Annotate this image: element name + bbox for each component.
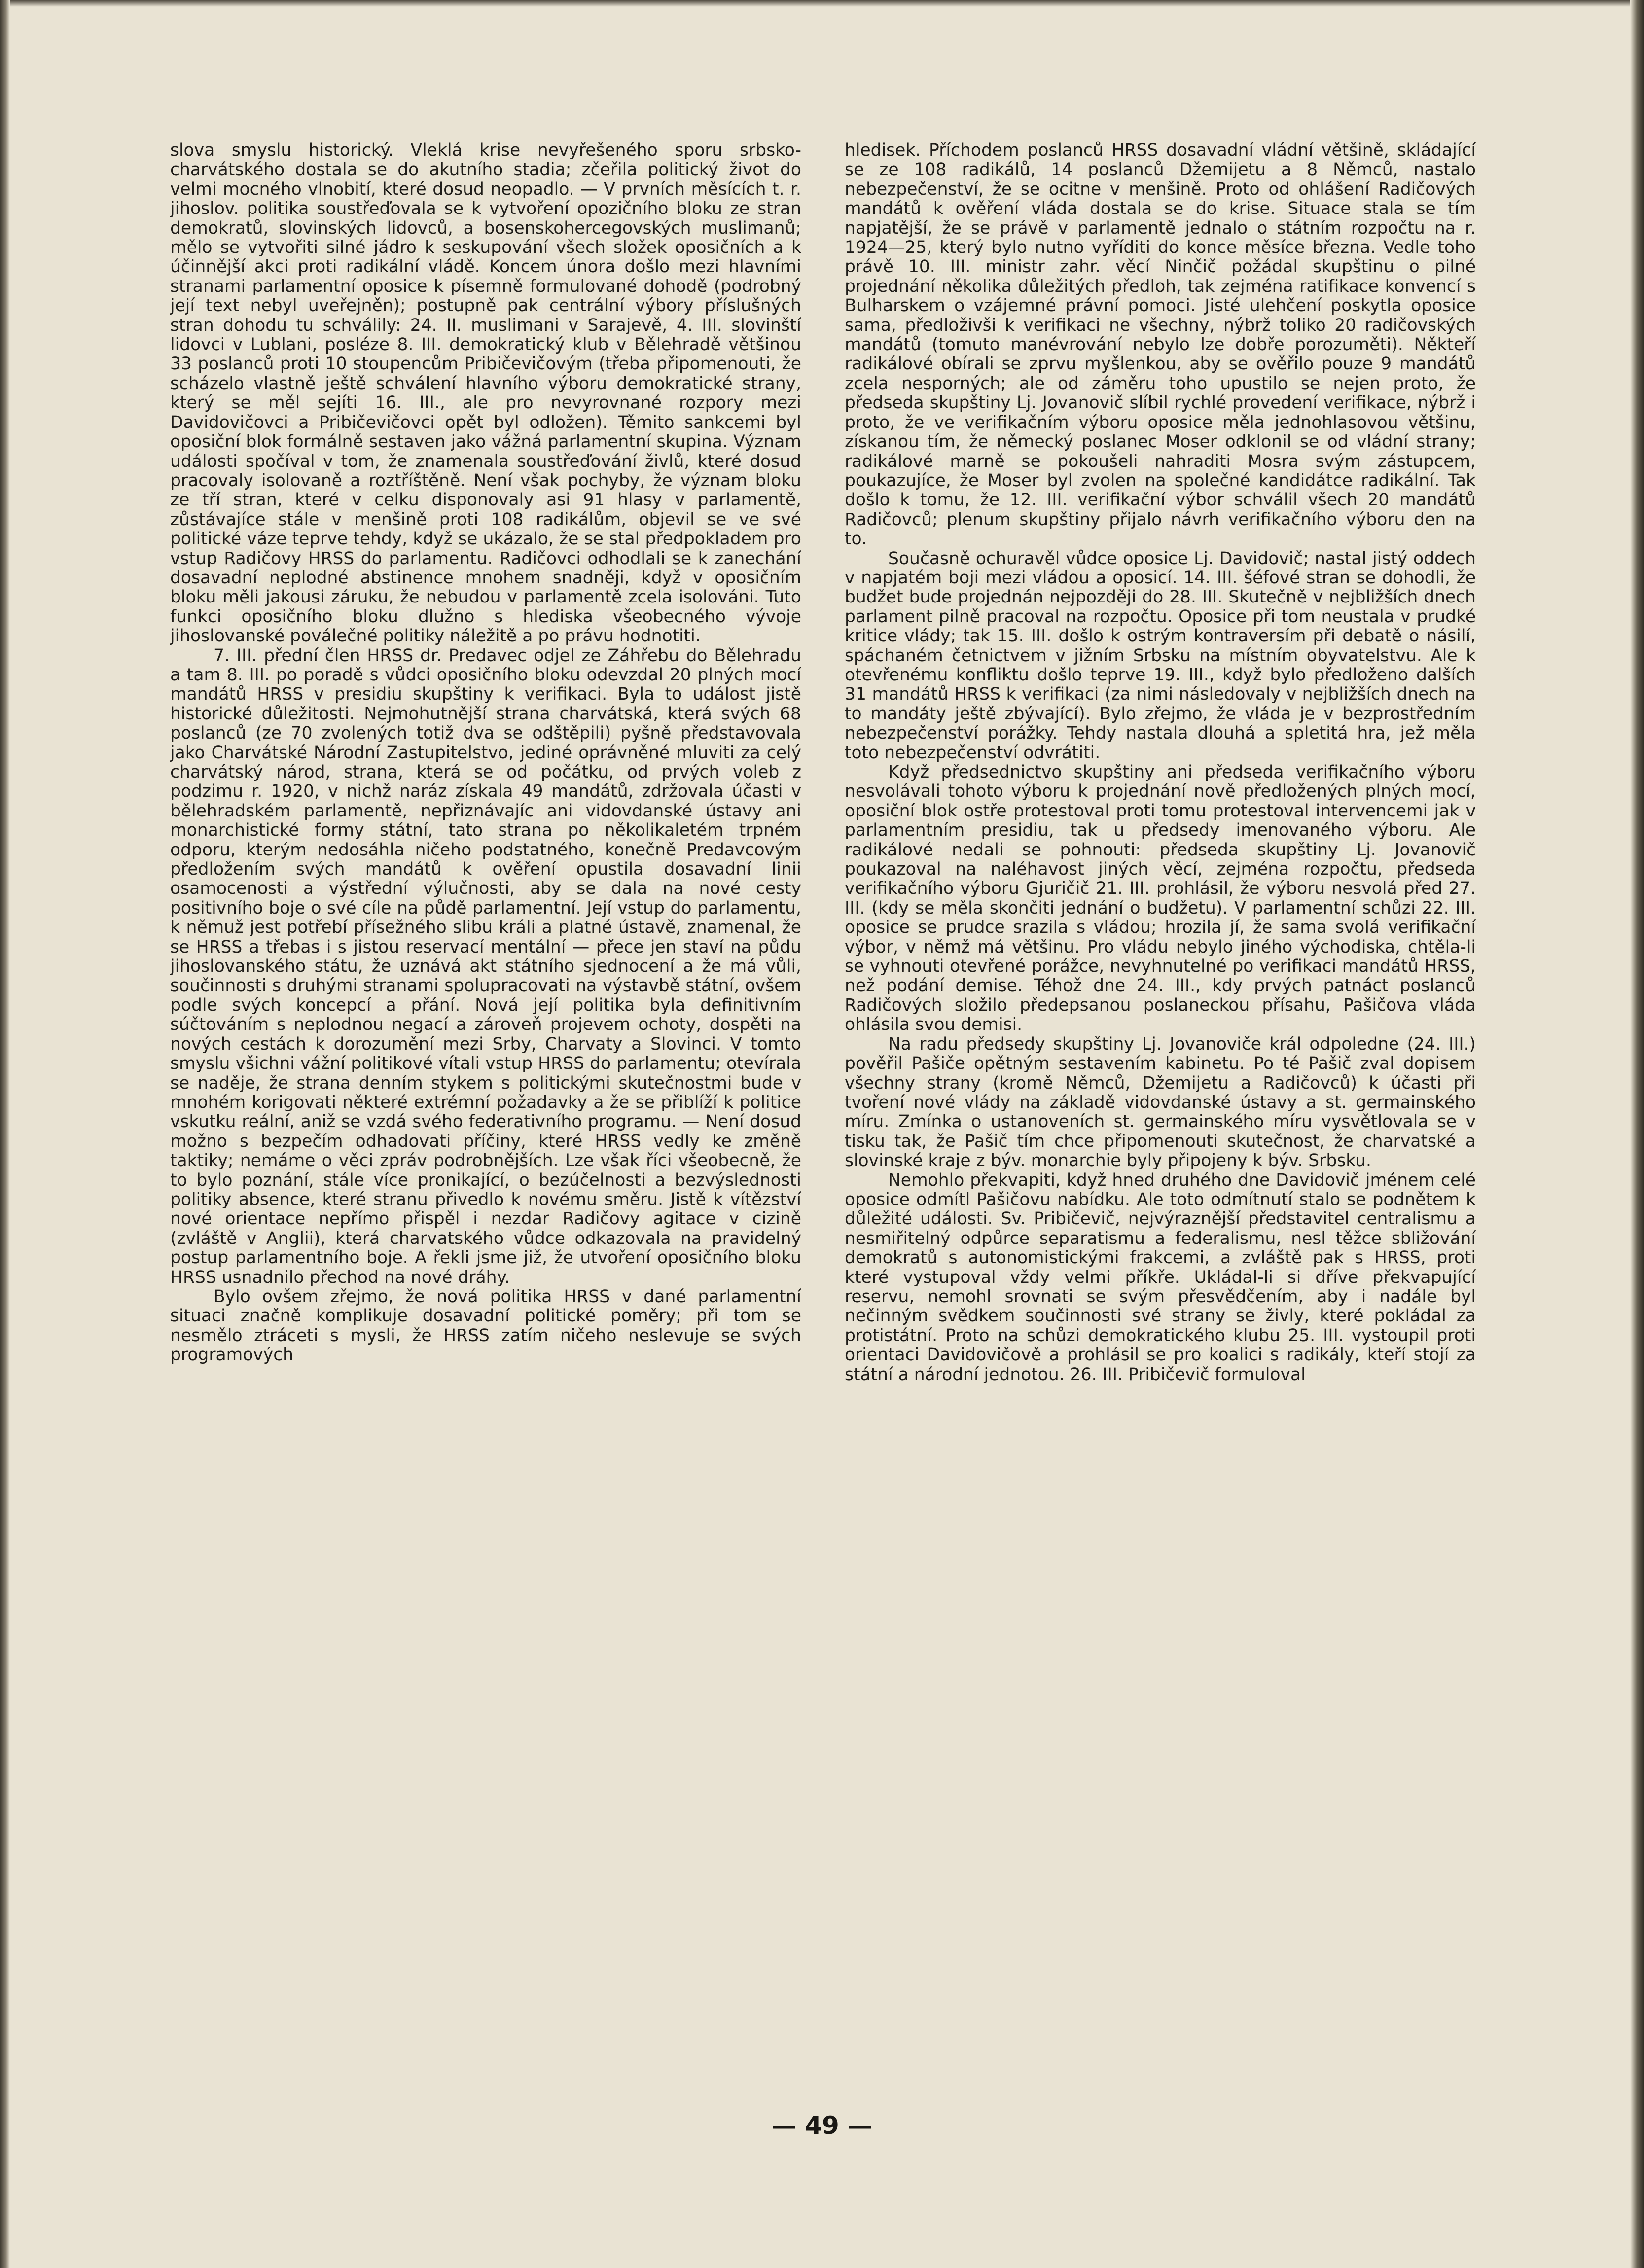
- paragraph: 7. III. přední člen HRSS dr. Predavec odjel ze Záhřebu do Bělehradu a tam 8. III. po poradě s vůdci oposičního bloku odevzdal 20 plných mocí mandátů HRSS v presidiu skupštiny k verifikaci. Byla to událost jistě historické důležitosti. Nejmohutnější strana charvátská, která svých 68 poslanců (ze 70 zvolených totiž dva se odštěpili) pyšně představovala jako Charvátské Národní Zastupitelstvo, jediné oprávněné mluviti za celý charvátský národ, strana, která se od počátku, od prvých voleb z podzimu r. 1920, v nichž naráz získala 49 mandátů, zdržovala účasti v bělehradském parlamentě, nepřiznávajíc ani vidovdanské ústavy ani monarchistické formy státní, tato strana po několikaletém trpném odporu, kterým nedosáhla ničeho podstatného, konečně Predavcovým předložením svých mandátů k ověření opustila dosavadní linii osamocenosti a výstřední výlučnosti, aby se dala na nové cesty positivního boje o své cíle na půdě parlamentní. Její vstup do parlamentu, k němuž jest potřebí přísežného slibu králi a platné ústavě, znamenal, že se HRSS a třebas i s jistou reservací mentální — přece jen staví na půdu jihoslovanského státu, že uznává akt státního sjednocení a že má vůli, součinnosti s druhými stranami spolupracovati na výstavbě státní, ovšem podle svých koncepcí a přání. Nová její politika byla definitivním súčtováním s neplodnou negací a zároveň projevem ochoty, dospěti na nových cestách k dorozumění mezi Srby, Charvaty a Slovinci. V tomto smyslu všichni vážní politikové vítali vstup HRSS do parlamentu; otevírala se naděje, že strana denním stykem s politickými skutečnostmi bude v mnohém korigovati některé extrémní požadavky a že se přiblíží k politice vskutku reální, aniž se vzdá svého federativního programu. — Není dosud možno s bezpečím odhadovati příčiny, které HRSS vedly ke změně taktiky; nemáme o věci zpráv podrobnějších. Lze však říci všeobecně, že to bylo poznání, stále více pronikající, o bezúčelnosti a bezvýslednosti politiky absence, které stranu přivedlo k novému směru. Jistě k vítězství nové orientace nepřímo přispěl i nezdar Radičovy agitace v cizině (zvláště v Anglii), která charvatského vůdce odkazovala na pravidelný postup parlamentního boje. A řekli jsme již, že utvoření oposičního bloku HRSS usnadnilo přechod na nové dráhy.: [170, 645, 801, 1287]
- paragraph: Nemohlo překvapiti, když hned druhého dne Davidovič jménem celé oposice odmítl Pašičovu nabídku. Ale toto odmítnutí stalo se podnětem k důležité události. Sv. Pribičevič, nejvýraznější představitel centralismu a nesmiřitelný odpůrce separatismu a federalismu, nesl těžce sbližování demokratů s autonomistickými frakcemi, a zvláště pak s HRSS, proti které vystupoval vždy velmi příkře. Ukládal-li si dříve překvapující reservu, nemohl srovnati se svým přesvědčením, aby i nadále byl nečinným svědkem součinnosti své strany se živly, které pokládal za protistátní. Proto na schůzi demokratického klubu 25. III. vystoupil proti orientaci Davidovičově a prohlásil se pro koalici s radikály, kteří stojí za státní a národní jednotou. 26. III. Pribičevič formuloval: [845, 1170, 1476, 1384]
- paragraph: hledisek. Příchodem poslanců HRSS dosavadní vládní většině, skládající se ze 108 radikálů, 14 poslanců Džemijetu a 8 Němců, nastalo nebezpečenství, že se ocitne v menšině. Proto od ohlášení Radičových mandátů k ověření vláda dostala se do krise. Situace stala se tím napjatější, že se právě v parlamentě jednalo o státním rozpočtu na r. 1924—25, který bylo nutno vyříditi do konce měsíce března. Vedle toho právě 10. III. ministr zahr. věcí Ninčič požádal skupštinu o pilné projednání několika důležitých předloh, tak zejména ratifikace konvencí s Bulharskem o vzájemné právní pomoci. Jisté ulehčení poskytla oposice sama, předloživši k verifikaci ne všechny, nýbrž toliko 20 radičovských mandátů (tomuto manévrování nebylo lze dobře porozuměti). Někteří radikálové obírali se zprvu myšlenkou, aby se ověřilo pouze 9 mandátů zcela nesporných; ale od záměru toho upustilo se nejen proto, že předseda skupštiny Lj. Jovanovič slíbil rychlé provedení verifikace, nýbrž i proto, že ve verifikačním výboru oposice měla jednohlasovou většinu, získanou tím, že německý poslanec Moser odklonil se od vládní strany; radikálové marně se pokoušeli nahraditi Mosra svým zástupcem, poukazujíce, že Moser byl zvolen na společné kandidátce radikální. Tak došlo k tomu, že 12. III. verifikační výbor schválil všech 20 mandátů Radičovců; plenum skupštiny přijalo návrh verifikačního výboru den na to.: [845, 141, 1476, 549]
- paragraph: Na radu předsedy skupštiny Lj. Jovanoviče král odpoledne (24. III.) pověřil Pašiče opětným sestavením kabinetu. Po té Pašič zval dopisem všechny strany (kromě Němců, Džemijetu a Radičovců) k účasti při tvoření nové vlády na základě vidovdanské ústavy a st. germainského míru. Zmínka o ustanoveních st. germainského míru vysvětlovala se v tisku tak, že Pašič tím chce připomenouti skutečnost, že charvatské a slovinské kraje z býv. monarchie byly připojeny k býv. Srbsku.: [845, 1034, 1476, 1171]
- page-number: — 49 —: [771, 2111, 873, 2140]
- right-text-column: [845, 141, 1476, 2086]
- scan-edge-left: [0, 0, 10, 2268]
- scan-edge-top: [0, 0, 1644, 7]
- left-text-column: [170, 141, 801, 2086]
- paragraph: Současně ochuravěl vůdce oposice Lj. Davidovič; nastal jistý oddech v napjatém boji mezi vládou a oposicí. 14. III. šéfové stran se dohodli, že budžet bude projednán nejpozději do 28. III. Skutečně v nejbližších dnech parlament pilně pracoval na rozpočtu. Oposice při tom neustala v prudké kritice vlády; tak 15. III. došlo k ostrým kontraversím při debatě o násilí, spáchaném četnictvem v jižním Srbsku na místním obyvatelstvu. Ale k otevřenému konfliktu došlo teprve 19. III., když bylo předloženo dalších 31 mandátů HRSS k verifikaci (za nimi následovaly v nejbližších dnech na to mandáty ještě zbývající). Bylo zřejmo, že vláda je v bezprostředním nebezpečenství porážky. Tehdy nastala dlouhá a spletitá hra, jež měla toto nebezpečenství odvrátiti.: [845, 548, 1476, 763]
- paragraph: slova smyslu historický. Vleklá krise nevyřešeného sporu srbsko-charvátského dostala se do akutního stadia; zčeřila politický život do velmi mocného vlnobití, které dosud neopadlo. — V prvních měsících t. r. jihoslov. politika soustřeďovala se k vytvoření opozičního bloku ze stran demokratů, slovinských lidovců, a bosenskohercegovských muslimanů; mělo se vytvořiti silné jádro k seskupování všech složek oposičních a k účinnější akci proti radikální vládě. Koncem února došlo mezi hlavními stranami parlamentní oposice k písemně formulované dohodě (podrobný její text nebyl uveřejněn); postupně pak centrální výbory příslušných stran dohodu tu schválily: 24. II. muslimani v Sarajevě, 4. III. slovinští lidovci v Lublani, posléze 8. III. demokratický klub v Bělehradě většinou 33 poslanců proti 10 stoupencům Pribičevičovým (třeba připomenouti, že scházelo vlastně ještě schválení hlavního výboru demokratické strany, který se měl sejíti 16. III., ale pro nevyrovnané rozpory mezi Davidovičovci a Pribičevičovci opět byl odložen). Těmito sankcemi byl oposiční blok formálně sestaven jako vážná parlamentní skupina. Význam události spočíval v tom, že znamenala soustřeďování živlů, které dosud pracovaly isolovaně a roztříštěně. Není však pochyby, že význam bloku ze tří stran, které v celku disponovaly asi 91 hlasy v parlamentě, zůstávajíce stále v menšině proti 108 radikálům, objevil se ve své politické váze teprve tehdy, když se ukázalo, že se stal předpokladem pro vstup Radičovy HRSS do parlamentu. Radičovci odhodlali se k zanechání dosavadní neplodné abstinence mnohem snadněji, když v oposičním bloku měli jakousi záruku, že nebudou v parlamentě zcela isolováni. Tuto funkci oposičního bloku dlužno s hlediska všeobecného vývoje jihoslovanské poválečné politiky náležitě a po právu hodnotiti.: [170, 141, 801, 646]
- scan-edge-right: [1630, 0, 1644, 2268]
- paragraph: Když předsednictvo skupštiny ani předseda verifikačního výboru nesvolávali tohoto výboru k projednání nově předložených plných mocí, oposiční blok ostře protestoval proti tomu protestoval intervencemi jak v parlamentním presidiu, tak u předsedy imenovaného výboru. Ale radikálové nedali se pohnouti: předseda skupštiny Lj. Jovanovič poukazoval na naléhavost jiných věcí, zejména rozpočtu, předseda verifikačního výboru Gjuričič 21. III. prohlásil, že výboru nesvolá před 27. III. (kdy se měla skončiti jednání o budžetu). V parlamentní schůzi 22. III. oposice se prudce srazila s vládou; hrozila jí, že sama svolá verifikační výbor, v němž má většinu. Pro vládu nebylo jiného východiska, chtěla-li se vyhnouti otevřené porážce, nevyhnutelné po verifikaci mandátů HRSS, než podání demise. Téhož dne 24. III., kdy prvých patnáct poslanců Radičových složilo předepsanou poslaneckou přísahu, Pašičova vláda ohlásila svou demisi.: [845, 762, 1476, 1035]
- paragraph: Bylo ovšem zřejmo, že nová politika HRSS v dané parlamentní situaci značně komplikuje dosavadní politické poměry; při tom se nesmělo ztráceti s mysli, že HRSS zatím ničeho neslevuje se svých programových: [170, 1286, 801, 1365]
